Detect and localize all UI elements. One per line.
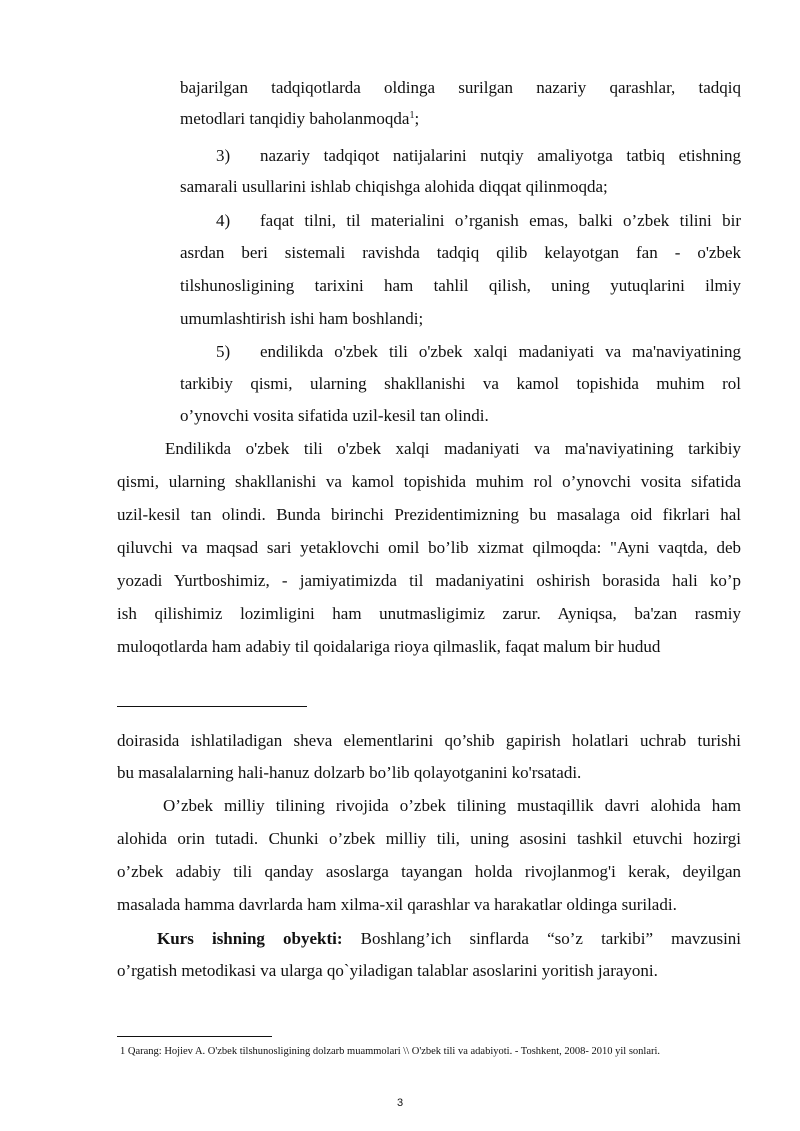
text-span: ; [414,109,420,128]
text-line: o’ynovchi vosita sifatida uzil-kesil tan olindi. [180,406,489,425]
list-number: 4) [216,211,231,230]
footnote-ref: 1 [409,110,415,121]
text-line: asrdan beri sistemali ravishda tadqiq qilib kelayotgan fan - o'zbek [180,243,741,262]
page-number: 3 [396,1097,404,1109]
text-span: Boshlang’ich sinflarda “so’z tarkibi” mavzusini [342,929,742,948]
list-number: 5) [216,342,231,361]
text-line: faqat tilni, til materialini o’rganish emas, balki o’zbek tilini bir [260,211,741,230]
text-line [180,109,741,129]
text-line: umumlashtirish ishi ham boshlandi; [180,309,424,328]
text-line: qiluvchi va maqsad sari yetaklovchi omil bo’lib xizmat qilmoqda: "Ayni vaqtda, deb [117,538,741,557]
text-line: alohida orin tutadi. Chunki o’zbek milliy tili, uning asosini tashkil etuvchi hozirgi [117,829,741,848]
text-line: uzil-kesil tan olindi. Bunda birinchi Prezidentimizning bu masalaga oid fikrlari hal [117,505,741,524]
text-line: tilshunosligining tarixini ham tahlil qilish, uning yutuqlarini ilmiy [180,276,741,295]
text-line: O’zbek milliy tilining rivojida o’zbek tilining mustaqillik davri alohida ham [163,796,741,815]
text-line: masalada hamma davrlarda ham xilma-xil qarashlar va harakatlar oldinga suriladi. [117,895,677,914]
text-line: bu masalalarning hali-hanuz dolzarb bo’lib qolayotganini ko'rsatadi. [117,763,582,782]
text-line: yozadi Yurtboshimiz, - jamiyatimizda til madaniyatini oshirish borasida hali ko’p [117,571,741,590]
text-span: metodlari tanqidiy baholanmoqda [180,109,410,128]
text-line: bajarilgan tadqiqotlarda oldinga surilgan nazariy qarashlar, tadqiq [180,78,741,97]
text-line: o’rgatish metodikasi va ularga qo`yiladigan talablar asoslarini yoritish jarayoni. [117,961,658,980]
text-line: samarali usullarini ishlab chiqishga alohida diqqat qilinmoqda; [180,177,608,196]
list-number: 3) [216,146,231,165]
footnote: 1 Qarang: Hojiev A. O'zbek tilshunosligining dolzarb muammolari \\ O'zbek tili va adabiyoti. - Toshkent, 2008- 2010 yil sonlari. [120,1046,661,1057]
text-line: nazariy tadqiqot natijalarini nutqiy amaliyotga tatbiq etishning [260,146,741,165]
text-line: Endilikda o'zbek tili o'zbek xalqi madaniyati va ma'naviyatining tarkibiy [165,439,741,458]
text-line [157,929,741,949]
text-line: tarkibiy qismi, ularning shakllanishi va kamol topishida muhim rol [180,374,741,393]
footnote-separator [117,1036,272,1037]
text-line: ish qilishimiz lozimligini ham unutmasligimiz zarur. Ayniqsa, ba'zan rasmiy [117,604,741,623]
text-line: endilikda o'zbek tili o'zbek xalqi madaniyati va ma'naviyatining [260,342,741,361]
text-line: doirasida ishlatiladigan sheva elementlarini qo’shib gapirish holatlari uchrab turishi [117,731,741,750]
text-line: o’zbek adabiy tili qanday asoslarga tayangan holda rivojlanmog'i kerak, deyilgan [117,862,741,881]
text-line: muloqotlarda ham adabiy til qoidalariga rioya qilmaslik, faqat malum bir hudud [117,637,661,656]
bold-label: Kurs ishning obyekti: [157,929,343,948]
text-line: qismi, ularning shakllanishi va kamol topishida muhim rol o’ynovchi vosita sifatida [117,472,741,491]
separator-line [117,706,307,707]
